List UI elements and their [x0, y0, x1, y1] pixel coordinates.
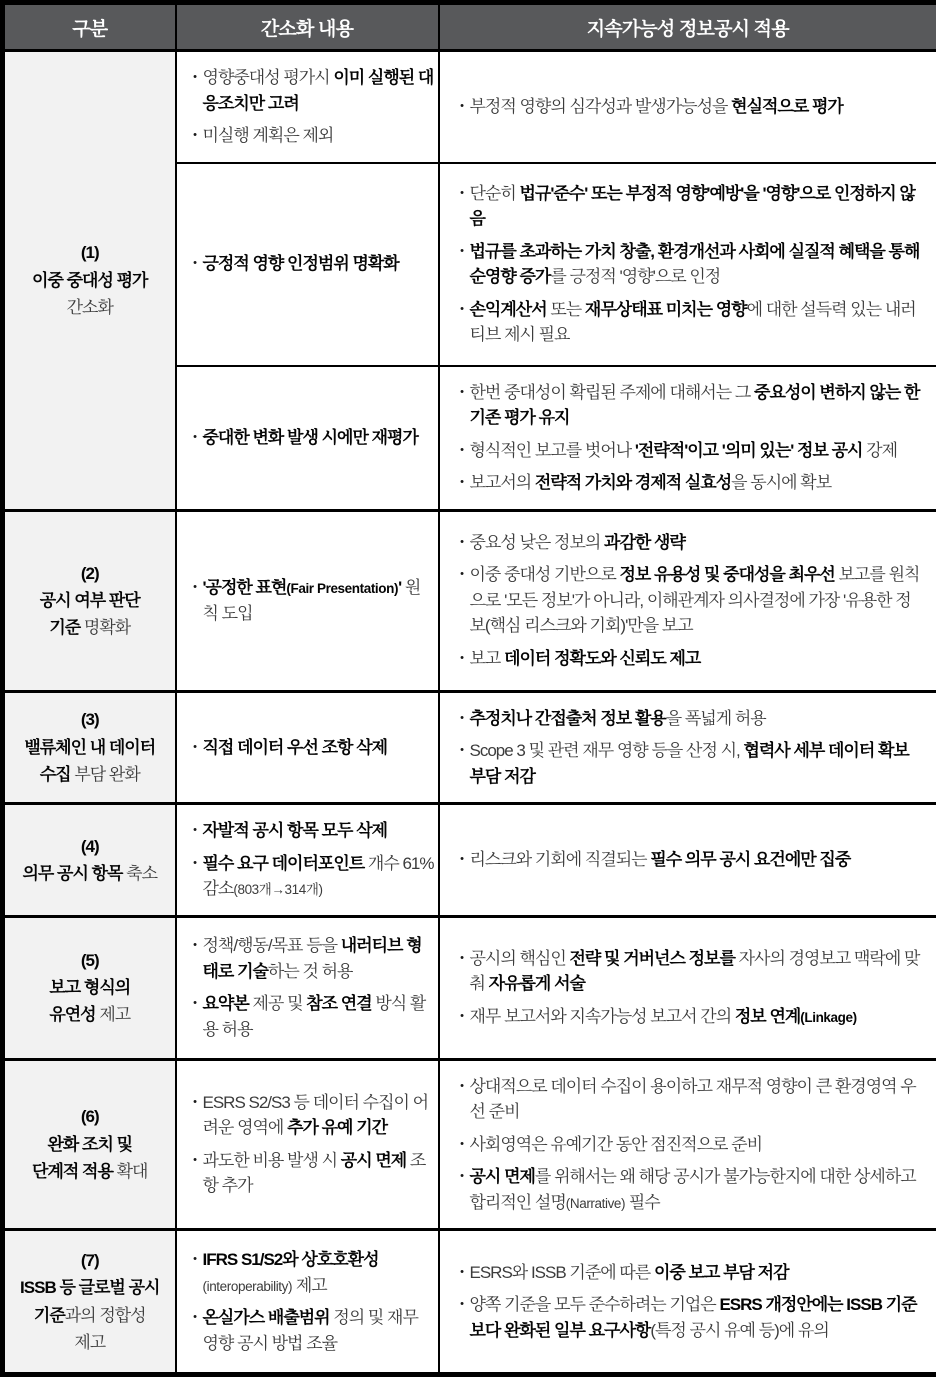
text-segment: 보고 형식의 — [49, 978, 130, 997]
text-segment: 이중 보고 부담 저감 — [654, 1263, 789, 1282]
bullet-item — [187, 425, 434, 451]
bullet-text — [470, 181, 927, 232]
bullet-icon: • — [454, 1292, 470, 1343]
text-segment: 기준 — [49, 618, 80, 637]
category-line — [7, 706, 173, 733]
bullet-icon: • — [187, 575, 203, 626]
bullet-text — [470, 1074, 927, 1125]
text-segment: 추가 유예 기간 — [287, 1118, 387, 1137]
bullet-icon: • — [187, 123, 203, 149]
text-segment: 정의 및 재무 영향 공시 방법 조율 — [203, 1308, 418, 1353]
bullet-item — [454, 1164, 927, 1215]
bullet-item — [187, 575, 434, 626]
bullet-text — [203, 1305, 434, 1356]
text-segment: 공시 면제 — [470, 1167, 535, 1186]
text-segment: 제고 — [96, 1005, 131, 1024]
bullet-icon: • — [454, 470, 470, 496]
table-row-6 — [3, 1059, 936, 1230]
bullet-text — [203, 1247, 434, 1298]
application-cell-3-1 — [439, 691, 936, 804]
bullet-item — [187, 818, 434, 844]
text-segment: 공시 여부 판단 — [40, 591, 140, 610]
text-segment: 개수 61% 감소 — [203, 854, 434, 899]
bullet-text — [203, 123, 434, 149]
text-segment: 제공 및 — [249, 994, 306, 1013]
bullet-text — [470, 438, 927, 464]
category-line — [7, 267, 173, 294]
bullet-text — [203, 851, 434, 902]
text-segment: 온실가스 배출범위 — [203, 1308, 330, 1327]
text-segment: 정보 유용성 및 중대성을 최우선 — [619, 565, 834, 584]
bullet-icon: • — [454, 1004, 470, 1030]
bullet-icon: • — [454, 847, 470, 873]
text-segment: 정보 연계 — [735, 1007, 800, 1026]
bullet-icon: • — [454, 562, 470, 639]
table-row-1-sub-1 — [3, 51, 936, 163]
simplification-cell-5-1 — [176, 916, 439, 1059]
text-segment: (5) — [81, 951, 99, 970]
text-segment: 필수 의무 공시 요건에만 집중 — [650, 850, 850, 869]
text-segment: 전략적 가치와 경제적 실효성 — [535, 473, 731, 492]
category-line — [7, 1001, 173, 1028]
bullet-icon: • — [454, 94, 470, 120]
text-segment: 필수 요구 데이터포인트 — [203, 854, 365, 873]
bullet-icon: • — [187, 933, 203, 984]
bullet-item — [454, 380, 927, 431]
category-cell-3 — [3, 691, 176, 804]
table-row-3 — [3, 691, 936, 804]
bullet-item — [454, 1292, 927, 1343]
bullet-item — [187, 851, 434, 902]
text-segment: 를 위해서는 왜 해당 공시가 불가능한지에 대한 상세하고 합리적인 설명 — [470, 1167, 916, 1212]
bullet-text — [203, 991, 434, 1042]
bullet-item — [187, 1305, 434, 1356]
bullet-icon: • — [187, 991, 203, 1042]
bullet-item — [454, 646, 927, 672]
bullet-text — [470, 380, 927, 431]
text-segment: 현실적으로 평가 — [731, 97, 843, 116]
bullet-text — [470, 706, 927, 732]
text-segment: (6) — [81, 1107, 99, 1126]
text-segment: 보고서의 — [470, 473, 535, 492]
bullet-item — [187, 1090, 434, 1141]
bullet-icon: • — [454, 438, 470, 464]
bullet-text — [470, 1164, 927, 1215]
category-line — [7, 1103, 173, 1130]
text-segment: 재무 보고서와 지속가능성 보고서 간의 — [470, 1007, 735, 1026]
category-line — [7, 1131, 173, 1158]
bullet-text — [470, 738, 927, 789]
text-segment: 손익계산서 — [470, 300, 547, 319]
text-segment: (3) — [81, 710, 99, 729]
bullet-icon: • — [454, 946, 470, 997]
text-segment: 조항 추가 — [203, 1151, 426, 1196]
category-line — [7, 587, 173, 614]
category-cell-7 — [3, 1230, 176, 1375]
application-cell-1-2 — [439, 163, 936, 366]
simplification-cell-3-1 — [176, 691, 439, 804]
text-segment: 에 대한 설득력 있는 내러티브 제시 필요 — [470, 300, 916, 345]
text-segment: (803개→314개) — [233, 882, 322, 897]
application-cell-1-1 — [439, 51, 936, 163]
text-segment: 형식적인 보고를 벗어나 — [470, 441, 635, 460]
text-segment: ESRS S2/S3 등 데이터 수집이 어려운 영역에 — [203, 1093, 429, 1138]
bullet-icon: • — [454, 646, 470, 672]
header-sustainability-application: 지속가능성 정보공시 적용 — [439, 3, 936, 51]
bullet-text — [203, 1090, 434, 1141]
text-segment: 밸류체인 내 데이터 — [24, 738, 155, 757]
simplification-cell-1-2 — [176, 163, 439, 366]
text-segment: (Linkage) — [800, 1010, 856, 1025]
bullet-icon: • — [187, 425, 203, 451]
text-segment: 중요성 낮은 정보의 — [470, 533, 605, 552]
text-segment: ESRS와 ISSB 기준에 따른 — [470, 1263, 654, 1282]
bullet-icon: • — [454, 530, 470, 556]
category-line — [7, 1274, 173, 1301]
text-segment: 과도한 비용 발생 시 — [203, 1151, 341, 1170]
text-segment: 법규'준수' 또는 부정적 영향'예방'을 '영향'으로 인정하지 않음 — [470, 184, 915, 229]
text-segment: 방식 활용 허용 — [203, 994, 426, 1039]
text-segment: 리스크와 기회에 직결되는 — [470, 850, 651, 869]
bullet-item — [187, 123, 434, 149]
text-segment: '공정한 표현 — [203, 578, 287, 597]
text-segment: Scope 3 및 관련 재무 영향 등을 산정 시, — [470, 741, 744, 760]
bullet-item — [187, 65, 434, 116]
text-segment: IFRS S1/S2와 상호호환성 — [203, 1250, 379, 1269]
bullet-text — [470, 530, 927, 556]
bullet-item — [454, 1074, 927, 1125]
category-line — [7, 239, 173, 266]
bullet-text — [203, 65, 434, 116]
bullet-icon: • — [454, 1164, 470, 1215]
text-segment: 수집 — [40, 765, 71, 784]
bullet-item — [187, 251, 434, 277]
text-segment: 양쪽 기준을 모두 준수하려는 기업은 — [470, 1295, 720, 1314]
text-segment: 필수 — [625, 1193, 660, 1212]
text-segment: 를 긍정적 '영향'으로 인정 — [550, 267, 720, 286]
text-segment: 을 동시에 확보 — [731, 473, 831, 492]
bullet-icon: • — [454, 1260, 470, 1286]
text-segment: 이미 실행된 대응조치만 고려 — [203, 68, 434, 113]
header-row — [3, 3, 936, 51]
bullet-item — [187, 1247, 434, 1298]
category-line — [7, 1302, 173, 1329]
text-segment: 중대한 변화 발생 시에만 재평가 — [203, 428, 418, 447]
category-cell-2 — [3, 510, 176, 691]
simplification-cell-6-1 — [176, 1059, 439, 1230]
text-segment: (4) — [81, 837, 99, 856]
bullet-item — [454, 738, 927, 789]
bullet-text — [470, 1004, 927, 1030]
text-segment: 내러티브 형태로 기술 — [203, 936, 422, 981]
text-segment: (Narrative) — [566, 1196, 625, 1211]
text-segment: (7) — [81, 1251, 99, 1270]
text-segment: '전략적'이고 '의미 있는' 정보 공시 — [635, 441, 863, 460]
bullet-text — [203, 575, 434, 626]
bullet-item — [187, 991, 434, 1042]
text-segment: 완화 조치 및 — [47, 1135, 132, 1154]
bullet-icon: • — [454, 239, 470, 290]
text-segment: 사회영역은 유예기간 동안 점진적으로 준비 — [470, 1135, 763, 1154]
category-cell-6 — [3, 1059, 176, 1230]
text-segment: 보고를 원칙으로 '모든 정보'가 아니라, 이해관계자 의사결정에 가장 '유용한 정보(핵심 리스크와 기회)'만을 보고 — [470, 565, 920, 635]
bullet-item — [454, 1260, 927, 1286]
category-line — [7, 294, 173, 321]
category-line — [7, 833, 173, 860]
simplification-cell-7-1 — [176, 1230, 439, 1375]
bullet-text — [203, 818, 434, 844]
bullet-item — [454, 706, 927, 732]
bullet-icon: • — [187, 1148, 203, 1199]
bullet-text — [470, 562, 927, 639]
bullet-icon: • — [454, 181, 470, 232]
text-segment: 요약본 — [203, 994, 249, 1013]
table-row-5 — [3, 916, 936, 1059]
bullet-text — [470, 1292, 927, 1343]
text-segment: 보고 — [470, 649, 505, 668]
bullet-text — [470, 847, 927, 873]
text-segment: 자발적 공시 항목 모두 삭제 — [203, 821, 388, 840]
text-segment: 중요성이 변하지 않는 한 기존 평가 유지 — [470, 383, 920, 428]
text-segment: 확대 — [113, 1162, 148, 1181]
bullet-icon: • — [187, 1090, 203, 1141]
text-segment: 과의 정합성 — [65, 1306, 146, 1325]
text-segment: 참조 연결 — [306, 994, 371, 1013]
category-line — [7, 1329, 173, 1356]
bullet-text — [470, 239, 927, 290]
text-segment: 직접 데이터 우선 조항 삭제 — [203, 738, 388, 757]
text-segment: ' — [398, 578, 401, 597]
text-segment: 미실행 계획은 제외 — [203, 126, 334, 145]
text-segment: 데이터 정확도와 신뢰도 제고 — [504, 649, 700, 668]
bullet-icon: • — [187, 251, 203, 277]
bullet-item — [454, 530, 927, 556]
text-segment: 이중 중대성 기반으로 — [470, 565, 620, 584]
text-segment: 의무 공시 항목 — [22, 864, 122, 883]
bullet-text — [203, 425, 434, 451]
bullet-icon: • — [187, 818, 203, 844]
text-segment: 긍정적 영향 인정범위 명확화 — [203, 254, 399, 273]
category-line — [7, 947, 173, 974]
bullet-text — [470, 1132, 927, 1158]
table-row-4 — [3, 804, 936, 917]
text-segment: 단계적 적용 — [32, 1162, 113, 1181]
bullet-icon: • — [454, 297, 470, 348]
header-category: 구분 — [3, 3, 176, 51]
text-segment: 또는 — [547, 300, 585, 319]
bullet-item — [454, 1004, 927, 1030]
bullet-icon: • — [454, 1074, 470, 1125]
bullet-item — [454, 239, 927, 290]
text-segment: 자사의 경영보고 맥락에 맞춰 — [470, 949, 920, 994]
application-cell-2-1 — [439, 510, 936, 691]
bullet-item — [187, 1148, 434, 1199]
bullet-icon: • — [187, 1305, 203, 1356]
bullet-icon: • — [454, 706, 470, 732]
text-segment: 협력사 세부 데이터 확보 부담 저감 — [470, 741, 909, 786]
bullet-item — [454, 1132, 927, 1158]
bullet-item — [454, 562, 927, 639]
text-segment: ISSB 등 글로벌 공시 — [20, 1278, 159, 1297]
text-segment: 법규를 초과하는 가치 창출, 환경개선과 사회에 실질적 혜택을 통해 순영향 증가 — [470, 242, 920, 287]
text-segment: 부정적 영향의 심각성과 발생가능성을 — [470, 97, 732, 116]
text-segment: 한번 중대성이 확립된 주제에 대해서는 그 — [470, 383, 755, 402]
bullet-icon: • — [454, 1132, 470, 1158]
simplification-cell-4-1 — [176, 804, 439, 917]
text-segment: 축소 — [122, 864, 157, 883]
bullet-item — [454, 181, 927, 232]
text-segment: 유연성 — [49, 1005, 95, 1024]
text-segment: 공시 면제 — [341, 1151, 406, 1170]
bullet-icon: • — [187, 735, 203, 761]
bullet-text — [203, 735, 434, 761]
simplification-cell-1-1 — [176, 51, 439, 163]
category-line — [7, 1247, 173, 1274]
category-line — [7, 761, 173, 788]
category-line — [7, 860, 173, 887]
simplification-cell-2-1 — [176, 510, 439, 691]
bullet-icon: • — [454, 738, 470, 789]
category-cell-4 — [3, 804, 176, 917]
text-segment: 기준 — [34, 1306, 65, 1325]
text-segment: 이중 중대성 평가 — [32, 271, 147, 290]
bullet-item — [187, 933, 434, 984]
bullet-item — [454, 297, 927, 348]
text-segment: 단순히 — [470, 184, 520, 203]
bullet-item — [454, 438, 927, 464]
header-simplification-content: 간소화 내용 — [176, 3, 439, 51]
category-line — [7, 560, 173, 587]
text-segment: 간소화 — [67, 298, 113, 317]
category-line — [7, 614, 173, 641]
text-segment: 명확화 — [80, 618, 130, 637]
table-row-7 — [3, 1230, 936, 1375]
category-cell-5 — [3, 916, 176, 1059]
text-segment: 공시의 핵심인 — [470, 949, 570, 968]
bullet-item — [187, 735, 434, 761]
text-segment: (Fair Presentation) — [286, 581, 398, 596]
text-segment: 과감한 생략 — [604, 533, 685, 552]
bullet-item — [454, 946, 927, 997]
bullet-item — [454, 847, 927, 873]
bullet-text — [203, 933, 434, 984]
bullet-text — [470, 470, 927, 496]
text-segment: 영향중대성 평가시 — [203, 68, 334, 87]
application-cell-1-3 — [439, 366, 936, 511]
simplification-cell-1-3 — [176, 366, 439, 511]
bullet-icon: • — [187, 65, 203, 116]
text-segment: 하는 것 허용 — [268, 962, 353, 981]
application-cell-5-1 — [439, 916, 936, 1059]
category-line — [7, 734, 173, 761]
bullet-icon: • — [187, 1247, 203, 1298]
text-segment: (interoperability) — [203, 1279, 293, 1294]
bullet-text — [470, 1260, 927, 1286]
application-cell-4-1 — [439, 804, 936, 917]
bullet-icon: • — [454, 380, 470, 431]
category-line — [7, 974, 173, 1001]
text-segment: 정책/행동/목표 등을 — [203, 936, 341, 955]
text-segment: 상대적으로 데이터 수집이 용이하고 재무적 영향이 큰 환경영역 우선 준비 — [470, 1077, 916, 1122]
bullet-text — [203, 1148, 434, 1199]
text-segment: 부담 완화 — [71, 765, 140, 784]
table-row-2 — [3, 510, 936, 691]
text-segment: (2) — [81, 564, 99, 583]
text-segment: 제고 — [292, 1276, 327, 1295]
bullet-text — [470, 946, 927, 997]
application-cell-6-1 — [439, 1059, 936, 1230]
text-segment: 재무상태표 미치는 영향 — [585, 300, 747, 319]
bullet-text — [203, 251, 434, 277]
bullet-item — [454, 470, 927, 496]
text-segment: (1) — [81, 243, 99, 262]
bullet-text — [470, 297, 927, 348]
bullet-item — [454, 94, 927, 120]
bullet-icon: • — [187, 851, 203, 902]
bullet-text — [470, 646, 927, 672]
category-line — [7, 1158, 173, 1185]
text-segment: 제고 — [74, 1333, 105, 1352]
text-segment: (특정 공시 유예 등)에 유의 — [650, 1321, 828, 1340]
text-segment: 추정치나 간접출처 정보 활용 — [470, 709, 666, 728]
text-segment: 자유롭게 서술 — [489, 974, 585, 993]
category-cell-1 — [3, 51, 176, 511]
bullet-text — [470, 94, 927, 120]
text-segment: 전략 및 거버넌스 정보를 — [569, 949, 734, 968]
text-segment: ESRS 개정안에는 ISSB 기준보다 완화된 일부 요구사항 — [470, 1295, 917, 1340]
text-segment: 강제 — [862, 441, 897, 460]
text-segment: 을 폭넓게 허용 — [666, 709, 766, 728]
text-segment: 원칙 도입 — [203, 578, 421, 623]
application-cell-7-1 — [439, 1230, 936, 1375]
